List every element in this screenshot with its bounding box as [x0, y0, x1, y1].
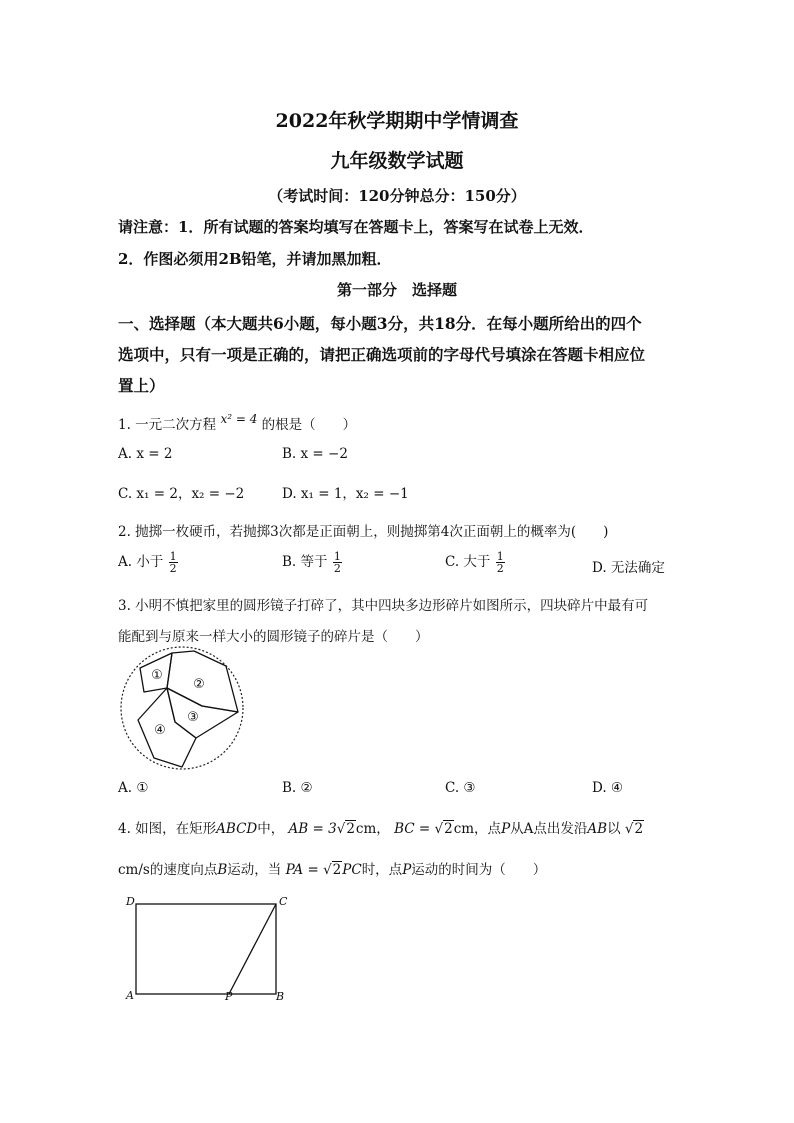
q1-stem-a: 1. 一元二次方程 [118, 417, 217, 433]
q4-sqrt-value: 2 [444, 821, 453, 837]
q4-text: 运动，当 [227, 862, 282, 878]
frac-num: 1 [169, 550, 177, 563]
frac-den: 2 [169, 562, 177, 575]
q4-stem-line-1 [118, 817, 644, 837]
q4-ab-eq: AB = 3 [288, 821, 337, 837]
vertex-c-label: C [279, 895, 288, 908]
q4-text: 中， [257, 821, 285, 837]
note-line-1: 请注意：1．所有试题的答案均填写在答题卡上，答案写在试卷上无效． [118, 218, 594, 236]
q2-option-b[interactable] [282, 550, 343, 574]
fragment-4 [138, 688, 196, 767]
q2-option-c[interactable] [445, 550, 506, 574]
fragment-1-label: ① [151, 668, 163, 683]
q4-text: 时，点 [361, 862, 403, 878]
note-line-2: 2．作图必须用2B铅笔，并请加黑加粗． [118, 250, 392, 268]
sqrt-icon: √ [323, 862, 332, 878]
q1-option-d[interactable]: D. x₁ = 1，x₂ = −1 [282, 486, 409, 502]
page-title: 2022年秋学期期中学情调查 [275, 110, 519, 132]
fragment-3-label: ③ [187, 710, 199, 725]
part-title: 第一部分 选择题 [336, 281, 457, 299]
section-heading-line-2: 选项中，只有一项是正确的，请把正确选项前的字母代号填涂在答题卡相应位 [118, 345, 646, 364]
q1-stem [118, 413, 356, 433]
frac-den: 2 [333, 562, 341, 575]
q4-stem-line-2 [118, 858, 546, 878]
q4-text: cm， [355, 821, 390, 837]
q4-point-p: P [501, 821, 511, 837]
q4-text: 运动的时间为（ ） [411, 862, 547, 878]
q4-text: 4. 如图，在矩形 [118, 821, 217, 837]
q4-sqrt-value: 2 [332, 862, 342, 878]
q4-text: cm/s的速度向点 [118, 862, 218, 878]
q4-pc: PC [342, 862, 362, 878]
rectangle-figure [118, 892, 298, 1008]
vertex-d-label: D [126, 895, 135, 908]
q1-stem-b: 的根是（ ） [261, 417, 357, 433]
q1-option-b[interactable]: B. x = −2 [282, 446, 348, 462]
section-heading-line-3: 置上） [118, 376, 165, 395]
q3-option-a[interactable]: A. ① [118, 780, 149, 796]
q4-pa-eq: PA = [285, 862, 324, 878]
q4-point-p: P [402, 862, 412, 878]
q1-equation: x² = 4 [220, 412, 258, 426]
q4-text: 以 [607, 821, 621, 837]
q1-option-a[interactable]: A. x = 2 [118, 446, 173, 462]
q1-option-c[interactable]: C. x₁ = 2，x₂ = −2 [118, 486, 245, 502]
q4-sqrt-value: 2 [634, 821, 644, 837]
q3-option-b[interactable]: B. ② [282, 780, 313, 796]
fragment-4-label: ④ [154, 723, 166, 738]
q4-point-b: B [217, 862, 228, 878]
rectangle-abcd [136, 904, 276, 994]
q2-stem: 2. 抛掷一枚硬币，若抛掷3次都是正面朝上，则抛掷第4次正面朝上的概率为( ) [118, 524, 609, 540]
frac-den: 2 [496, 562, 504, 575]
section-heading-line-1: 一、选择题（本大题共6小题，每小题3分，共18分．在每小题所给出的四个 [118, 314, 642, 333]
point-p-label: P [225, 990, 233, 1003]
q4-text: 从A点出发沿 [510, 821, 588, 837]
sqrt-icon: √ [624, 821, 634, 837]
q3-option-d[interactable]: D. ④ [592, 780, 624, 796]
q3-stem-line-1: 3. 小明不慎把家里的圆形镜子打碎了，其中四块多边形碎片如图所示，四块碎片中最有可 [118, 598, 649, 614]
fraction-one-half [169, 551, 178, 574]
q4-segment-ab: AB [587, 821, 608, 837]
q4-sqrt-value: 2 [346, 821, 355, 837]
mirror-fragments-figure [118, 644, 248, 774]
segment-pc [229, 904, 276, 994]
vertex-a-label: A [126, 989, 134, 1002]
fraction-one-half [333, 551, 342, 574]
q2-option-c-label: C. 大于 [445, 554, 491, 570]
q2-option-a[interactable] [118, 550, 179, 574]
q3-stem-line-2: 能配到与原来一样大小的圆形镜子的碎片是（ ） [118, 629, 429, 645]
q3-option-c[interactable]: C. ③ [445, 780, 476, 796]
fragment-2-label: ② [193, 677, 205, 692]
q4-rect-name: ABCD [216, 821, 258, 837]
fragment-3 [167, 688, 238, 738]
fraction-one-half [496, 551, 505, 574]
frac-num: 1 [496, 550, 504, 563]
q4-bc-eq: BC = [394, 821, 435, 837]
q2-option-a-label: A. 小于 [118, 554, 164, 570]
q2-option-b-label: B. 等于 [282, 554, 328, 570]
q2-option-d[interactable]: D. 无法确定 [592, 560, 665, 576]
vertex-b-label: B [276, 990, 285, 1003]
exam-info: （考试时间：120分钟总分：150分） [268, 187, 526, 205]
frac-num: 1 [333, 550, 341, 563]
page-subtitle: 九年级数学试题 [330, 150, 464, 172]
q4-text: cm，点 [453, 821, 502, 837]
sqrt-icon: √ [434, 821, 444, 837]
sqrt-icon: √ [336, 821, 346, 837]
